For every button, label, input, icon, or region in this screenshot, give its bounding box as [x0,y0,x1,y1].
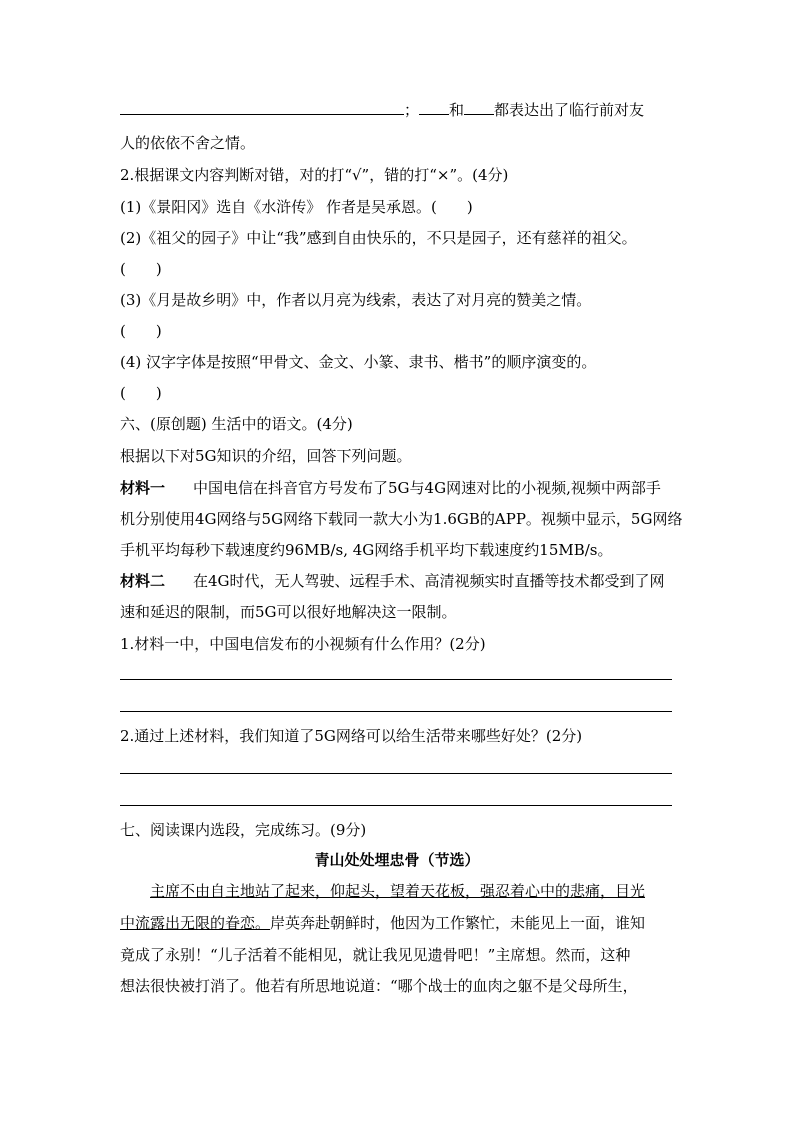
section-6-intro: 根据以下对5G知识的介绍，回答下列问题。 [120,447,412,465]
material-1-line-2: 机分别使用4G网络与5G网络下载同一款大小为1.6GB的APP。视频中显示，5G网络 [120,510,683,528]
passage-line-2: 中流露出无限的眷恋。岸英奔赴朝鲜时，他因为工作繁忙，未能见上一面，谁知 [120,914,646,932]
answer-blank[interactable] [464,100,494,115]
material-2-label: 材料二 [120,572,166,590]
answer-line[interactable] [120,711,672,712]
answer-line[interactable] [120,773,672,774]
judge-item-2: (2)《祖父的园子》中让“我”感到自由快乐的，不只是园子，还有慈祥的祖父。 [120,229,637,247]
passage-line-3: 竟成了永别！“儿子活着不能相见，就让我见见遗骨吧！”主席想。然而，这种 [120,946,631,964]
judge-item-2-answer[interactable]: ( ) [120,260,162,278]
passage-title: 青山处处埋忠骨（节选） [314,851,480,869]
section-6-question-2: 2.通过上述材料，我们知道了5G网络可以给生活带来哪些好处？(2分) [120,727,583,745]
question-2-heading: 2.根据课文内容判断对错，对的打“√”，错的打“×”。(4分) [120,166,509,184]
passage-line-4: 想法很快被打消了。他若有所思地说道：“哪个战士的血肉之躯不是父母所生， [120,977,638,995]
material-2-line-1: 材料二 在4G时代，无人驾驶、远程手术、高清视频实时直播等技术都受到了网 [120,572,665,590]
fill-in-line-continued: 人的依依不舍之情。 [120,134,256,152]
material-1-line-1: 材料一 中国电信在抖音官方号发布了5G与4G网速对比的小视频,视频中两部手 [120,479,661,497]
material-2-line-2: 速和延迟的限制，而5G可以很好地解决这一限制。 [120,603,457,621]
passage-line-1: 主席不由自主地站了起来，仰起头，望着天花板，强忍着心中的悲痛，目光 [150,882,646,900]
answer-blank[interactable] [419,100,449,115]
section-6-heading: 六、(原创题) 生活中的语文。(4分) [120,415,353,433]
material-1-line-3: 手机平均每秒下载速度约96MB/s, 4G网络手机平均下载速度约15MB/s。 [120,541,613,559]
section-7-heading: 七、阅读课内选段，完成练习。(9分) [120,821,367,839]
answer-line[interactable] [120,805,672,806]
answer-blank[interactable] [120,100,404,115]
judge-item-3-answer[interactable]: ( ) [120,322,162,340]
judge-item-3: (3)《月是故乡明》中，作者以月亮为线索，表达了对月亮的赞美之情。 [120,291,592,309]
judge-item-4: (4) 汉字字体是按照“甲骨文、金文、小篆、隶书、楷书”的顺序演变的。 [120,353,597,371]
section-6-question-1: 1.材料一中，中国电信发布的小视频有什么作用？(2分) [120,635,486,653]
material-1-label: 材料一 [120,479,166,497]
answer-line[interactable] [120,679,672,680]
fill-in-line: ； 和 都表达出了临行前对友 [120,100,644,120]
judge-item-4-answer[interactable]: ( ) [120,384,162,402]
judge-item-1: (1)《景阳冈》选自《水浒传》 作者是吴承恩。( ) [120,198,473,216]
